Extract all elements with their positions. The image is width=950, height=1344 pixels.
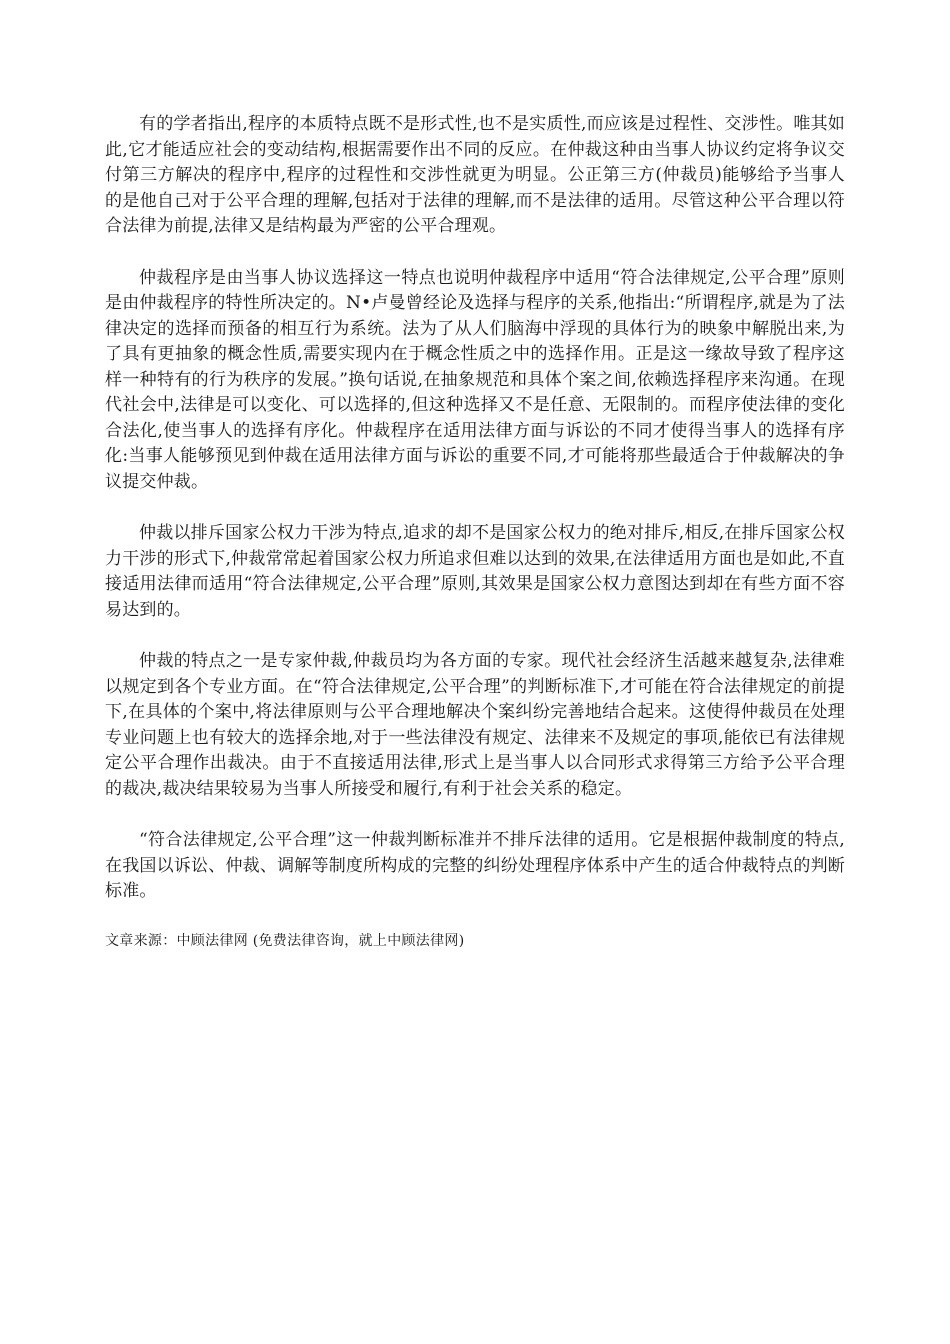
paragraph-2: 仲裁程序是由当事人协议选择这一特点也说明仲裁程序中适用“符合法律规定,公平合理”原则是由仲裁程序的特性所决定的。N•卢曼曾经论及选择与程序的关系,他指出:“所谓程序,就是为了法律决定的选择而预备的相互行为系统。法为了从人们脑海中浮现的具体行为的映象中解脱出来,为了具有更抽象的概念性质,需要实现内在于概念性质之中的选择作用。正是这一缘故导致了程序这样一种特有的行为秩序的发展。”换句话说,在抽象规范和具体个案之间,依赖选择程序来沟通。在现代社会中,法律是可以变化、可以选择的,但这种选择又不是任意、无限制的。而程序使法律的变化合法化,使当事人的选择有序化。仲裁程序在适用法律方面与诉讼的不同才使得当事人的选择有序化:当事人能够预见到仲裁在适用法律方面与诉讼的重要不同,才可能将那些最适合于仲裁解决的争议提交仲裁。 bbox=[105, 267, 845, 492]
document-body bbox=[105, 112, 845, 951]
paragraph-5: “符合法律规定,公平合理”这一仲裁判断标准并不排斥法律的适用。它是根据仲裁制度的特点,在我国以诉讼、仲裁、调解等制度所构成的完整的纠纷处理程序体系中产生的适合仲裁特点的判断标准。 bbox=[105, 830, 845, 901]
paragraph-3: 仲裁以排斥国家公权力干涉为特点,追求的却不是国家公权力的绝对排斥,相反,在排斥国家公权力干涉的形式下,仲裁常常起着国家公权力所追求但难以达到的效果,在法律适用方面也是如此,不直接适用法律而适用“符合法律规定,公平合理”原则,其效果是国家公权力意图达到却在有些方面不容易达到的。 bbox=[105, 523, 845, 620]
article-source: 文章来源：中顾法律网 (免费法律咨询，就上中顾法律网) bbox=[105, 932, 465, 949]
paragraph-4: 仲裁的特点之一是专家仲裁,仲裁员均为各方面的专家。现代社会经济生活越来越复杂,法律难以规定到各个专业方面。在“符合法律规定,公平合理”的判断标准下,才可能在符合法律规定的前提下,在具体的个案中,将法律原则与公平合理地解决个案纠纷完善地结合起来。这使得仲裁员在处理专业问题上也有较大的选择余地,对于一些法律没有规定、法律来不及规定的事项,能依已有法律规定公平合理作出裁决。由于不直接适用法律,形式上是当事人以合同形式求得第三方给予公平合理的裁决,裁决结果较易为当事人所接受和履行,有利于社会关系的稳定。 bbox=[105, 651, 845, 799]
paragraph-1: 有的学者指出,程序的本质特点既不是形式性,也不是实质性,而应该是过程性、交涉性。唯其如此,它才能适应社会的变动结构,根据需要作出不同的反应。在仲裁这种由当事人协议约定将争议交付第三方解决的程序中,程序的过程性和交涉性就更为明显。公正第三方(仲裁员)能够给予当事人的是他自己对于公平合理的理解,包括对于法律的理解,而不是法律的适用。尽管这种公平合理以符合法律为前提,法律又是结构最为严密的公平合理观。 bbox=[105, 114, 845, 236]
